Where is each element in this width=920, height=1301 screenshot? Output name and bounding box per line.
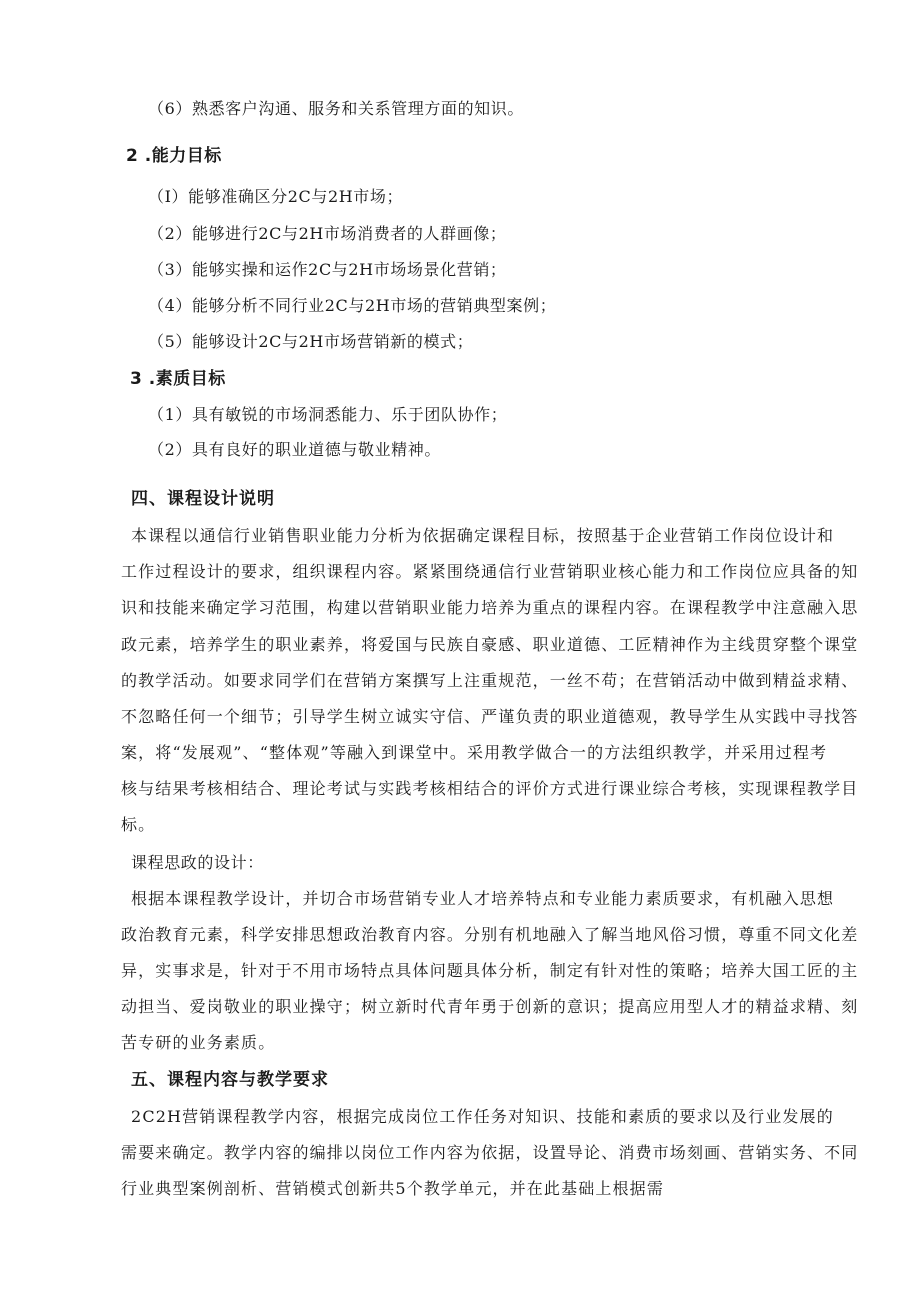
ability-item-5: （5）能够设计2C与2H市场营销新的模式；: [148, 332, 474, 351]
section-4-paragraph-line: 不忽略任何一个细节；引导学生树立诚实守信、严谨负责的职业道德观，教导学生从实践中寻找答: [121, 707, 859, 726]
ideology-paragraph-line: 苦专研的业务素质。: [121, 1033, 276, 1052]
knowledge-item-6: （6）熟悉客户沟通、服务和关系管理方面的知识。: [148, 99, 524, 118]
section-4-paragraph-line: 本课程以通信行业销售职业能力分析为依据确定课程目标，按照基于企业营销工作岗位设计和: [131, 526, 835, 545]
section-4-paragraph-line: 的教学活动。如要求同学们在营销方案撰写上注重规范，一丝不苟；在营销活动中做到精益求精、: [121, 671, 859, 690]
quality-item-1: （1）具有敏锐的市场洞悉能力、乐于团队协作；: [148, 405, 508, 424]
section-4-paragraph-line: 核与结果考核相结合、理论考试与实践考核相结合的评价方式进行课业综合考核，实现课程教学目: [121, 779, 859, 798]
ideology-label: 课程思政的设计：: [131, 853, 264, 872]
ideology-paragraph-line: 异，实事求是，针对于不用市场特点具体问题具体分析，制定有针对性的策略；培养大国工匠的主: [121, 961, 859, 980]
quality-item-2: （2）具有良好的职业道德与敬业精神。: [148, 440, 441, 459]
section-5-paragraph-line: 2C2H营销课程教学内容，根据完成岗位工作任务对知识、技能和素质的要求以及行业发展的: [131, 1107, 834, 1126]
ability-item-3: （3）能够实操和运作2C与2H市场场景化营销；: [148, 260, 507, 279]
ability-item-2: （2）能够进行2C与2H市场消费者的人群画像；: [148, 224, 507, 243]
quality-heading: 3 .素质目标: [130, 369, 226, 389]
section-4-paragraph-line: 标。: [121, 815, 156, 834]
section-4-paragraph-line: 工作过程设计的要求，组织课程内容。紧紧围绕通信行业营销职业核心能力和工作岗位应具备的知: [121, 562, 859, 581]
section-4-paragraph-line: 政元素，培养学生的职业素养，将爱国与民族自豪感、职业道德、工匠精神作为主线贯穿整个课堂: [121, 635, 859, 654]
ideology-paragraph-line: 动担当、爱岗敬业的职业操守；树立新时代青年勇于创新的意识；提高应用型人才的精益求精、刻: [121, 997, 859, 1016]
section-5-paragraph-line: 需要来确定。教学内容的编排以岗位工作内容为依据，设置导论、消费市场刻画、营销实务、不同: [121, 1143, 859, 1162]
section-4-heading: 四、课程设计说明: [131, 489, 275, 509]
section-5-paragraph-line: 行业典型案例剖析、营销模式创新共5个教学单元，并在此基础上根据需: [121, 1179, 664, 1198]
ability-item-4: （4）能够分析不同行业2C与2H市场的营销典型案例；: [148, 296, 557, 315]
section-4-paragraph-line: 识和技能来确定学习范围，构建以营销职业能力培养为重点的课程内容。在课程教学中注意融入思: [121, 598, 859, 617]
ability-heading: 2 .能力目标: [126, 146, 222, 166]
ability-item-1: （I）能够准确区分2C与2H市场；: [148, 187, 404, 206]
section-5-heading: 五、课程内容与教学要求: [131, 1070, 329, 1090]
section-4-paragraph-line: 案，将“发展观”、“整体观”等融入到课堂中。采用教学做合一的方法组织教学，并采用过程考: [121, 743, 828, 762]
ideology-paragraph-line: 根据本课程教学设计，并切合市场营销专业人才培养特点和专业能力素质要求，有机融入思想: [131, 889, 835, 908]
ideology-paragraph-line: 政治教育元素，科学安排思想政治教育内容。分别有机地融入了解当地风俗习惯，尊重不同文化差: [121, 925, 859, 944]
